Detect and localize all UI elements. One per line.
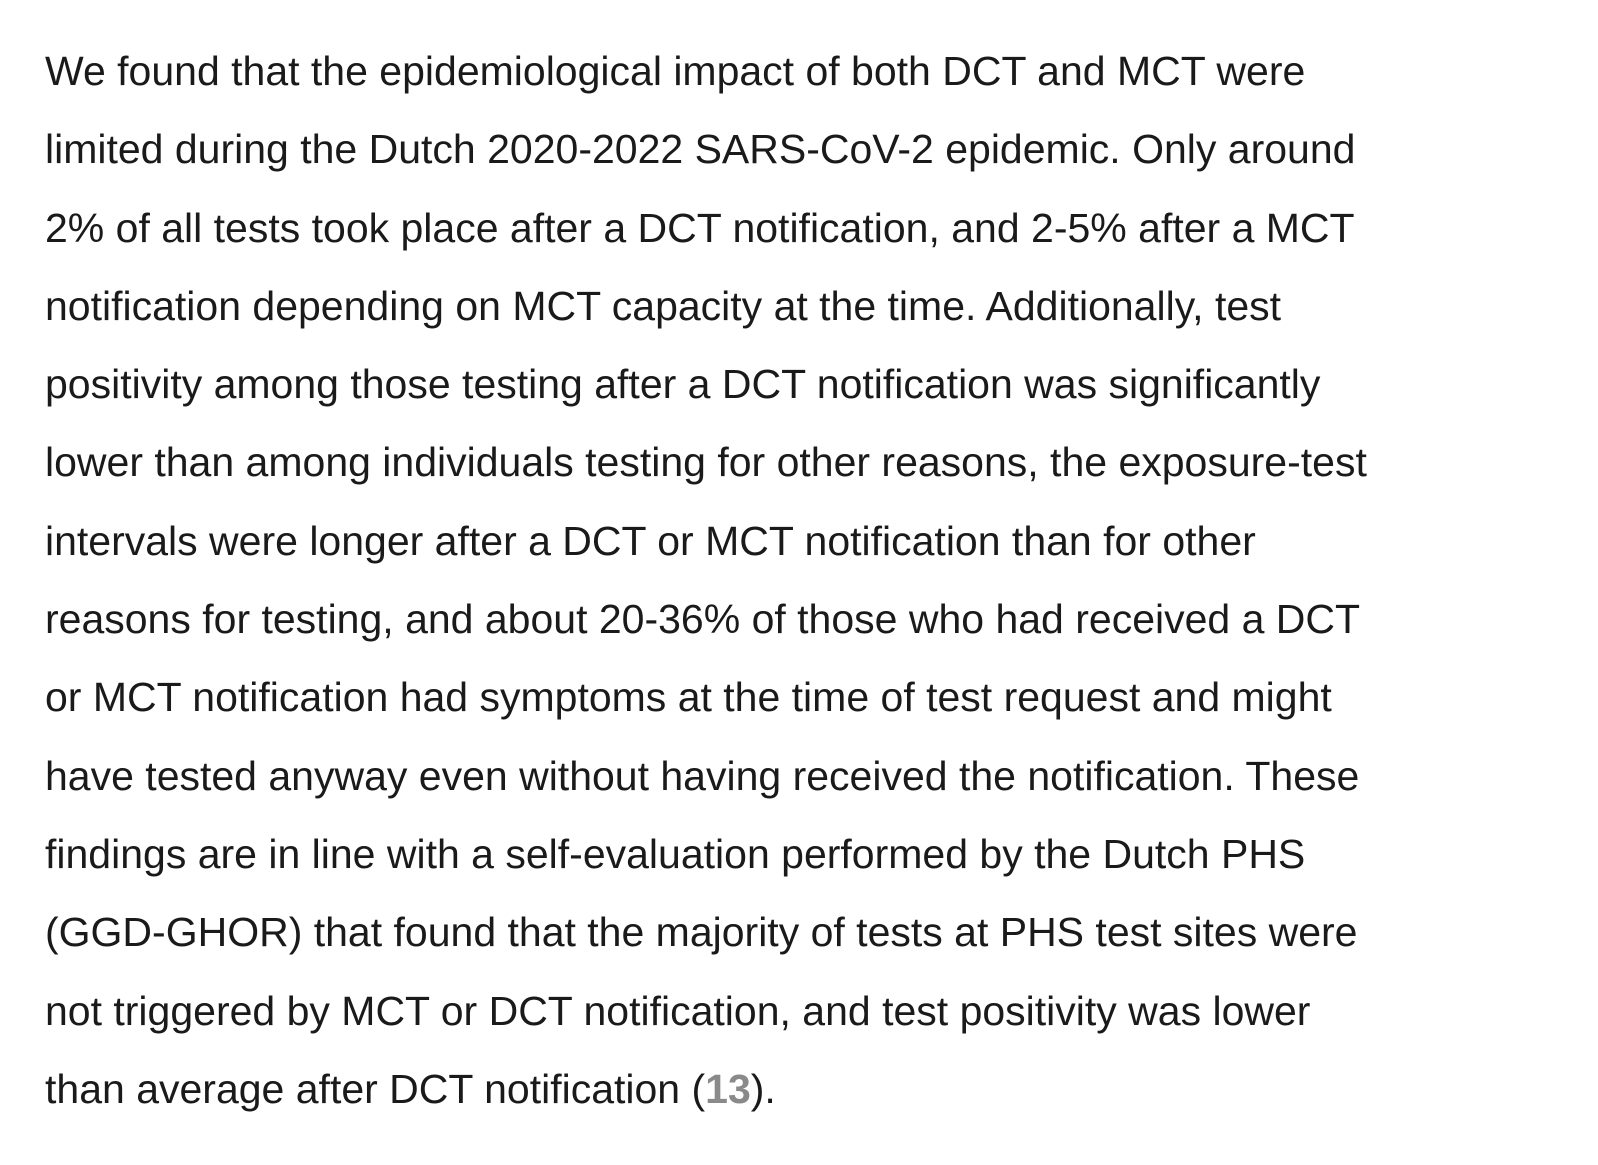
paragraph-line: or MCT notification had symptoms at the time of test request and might	[45, 674, 1332, 721]
paragraph-last-line	[45, 1050, 1505, 1128]
paragraph-line: 2% of all tests took place after a DCT notification, and 2-5% after a MCT	[45, 204, 1355, 251]
article-body	[45, 32, 1505, 1128]
paragraph-line: positivity among those testing after a DCT notification was significantly	[45, 361, 1321, 408]
paragraph-line: findings are in line with a self-evaluation performed by the Dutch PHS	[45, 830, 1306, 877]
last-line-end: ).	[750, 1065, 776, 1112]
paragraph-line: lower than among individuals testing for other reasons, the exposure-test	[45, 439, 1367, 486]
paragraph-line: We found that the epidemiological impact of both DCT and MCT were	[45, 48, 1306, 94]
paragraph-line: (GGD-GHOR) that found that the majority of tests at PHS test sites were	[45, 909, 1358, 956]
paragraph-line: limited during the Dutch 2020-2022 SARS-CoV-2 epidemic. Only around	[45, 126, 1356, 173]
paragraph-line: not triggered by MCT or DCT notification, and test positivity was lower	[45, 987, 1311, 1034]
last-line-text: than average after DCT notification (	[45, 1065, 706, 1112]
paragraph-line: intervals were longer after a DCT or MCT notification than for other	[45, 517, 1256, 564]
paragraph-line: notification depending on MCT capacity at the time. Additionally, test	[45, 282, 1282, 329]
citation-link[interactable]: 13	[705, 1065, 751, 1112]
paragraph-line: reasons for testing, and about 20-36% of those who had received a DCT	[45, 596, 1361, 643]
body-paragraph	[45, 32, 1505, 1128]
paragraph-line: have tested anyway even without having received the notification. These	[45, 752, 1360, 799]
